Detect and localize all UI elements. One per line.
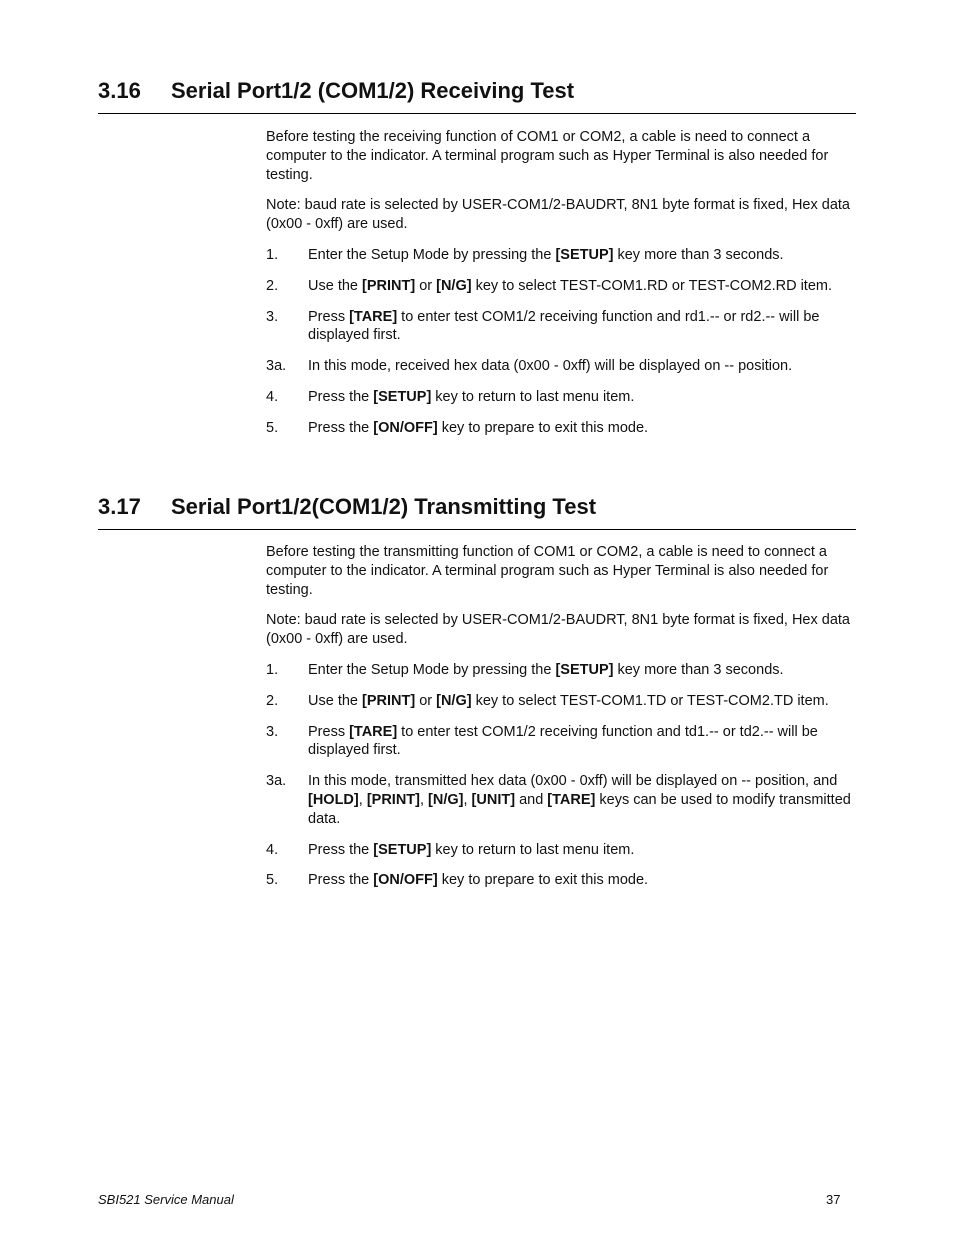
steps-list xyxy=(266,246,856,438)
section-body-3-17 xyxy=(266,543,856,902)
key-name: [PRINT] xyxy=(362,277,416,294)
step-text: Press [TARE] to enter test COM1/2 receiving function and td1.-- or td2.-- will be displayed first. xyxy=(308,723,818,759)
list-item xyxy=(266,277,856,296)
note-paragraph: Note: baud rate is selected by USER-COM1/2-BAUDRT, 8N1 byte format is fixed, Hex data (0x00 - 0xff) are used. xyxy=(266,197,851,233)
step-number: 3. xyxy=(266,308,279,325)
section-title: Serial Port1/2 (COM1/2) Receiving Test xyxy=(171,78,575,103)
step-text: In this mode, transmitted hex data (0x00 - 0xff) will be displayed on -- position, and [HOLD], [PRINT], [N/G], [UNIT] and [TARE] keys can be used to modify transmitted data. xyxy=(308,773,851,827)
step-text: Press [TARE] to enter test COM1/2 receiving function and rd1.-- or rd2.-- will be displayed first. xyxy=(308,308,820,344)
step-number: 5. xyxy=(266,419,279,436)
list-item xyxy=(266,419,856,438)
note-paragraph: Note: baud rate is selected by USER-COM1/2-BAUDRT, 8N1 byte format is fixed, Hex data (0x00 - 0xff) are used. xyxy=(266,612,851,648)
key-name: [PRINT] xyxy=(362,692,416,709)
steps-list xyxy=(266,661,856,890)
step-text: Press the [ON/OFF] key to prepare to exit this mode. xyxy=(308,419,649,436)
key-name: [TARE] xyxy=(349,308,398,325)
step-text: Enter the Setup Mode by pressing the [SETUP] key more than 3 seconds. xyxy=(308,246,784,263)
step-number: 1. xyxy=(266,246,279,263)
list-item xyxy=(266,692,856,711)
step-number: 4. xyxy=(266,841,279,858)
step-number: 4. xyxy=(266,388,279,405)
step-number: 5. xyxy=(266,872,279,889)
key-name: [TARE] xyxy=(349,723,398,740)
list-item xyxy=(266,772,856,828)
step-number: 3a. xyxy=(266,773,287,790)
list-item xyxy=(266,723,856,761)
step-text: Use the [PRINT] or [N/G] key to select TEST-COM1.TD or TEST-COM2.TD item. xyxy=(308,692,829,709)
footer-manual-title: SBI521 Service Manual xyxy=(98,1192,234,1207)
intro-paragraph: Before testing the transmitting function of COM1 or COM2, a cable is need to connect a computer to the indicator. A terminal program such as Hyper Terminal is also needed for testing. xyxy=(266,544,829,598)
step-text: Press the [ON/OFF] key to prepare to exit this mode. xyxy=(308,872,649,889)
step-number: 1. xyxy=(266,661,279,678)
step-number: 3. xyxy=(266,723,279,740)
key-name: [SETUP] xyxy=(555,661,614,678)
step-text: Press the [SETUP] key to return to last menu item. xyxy=(308,388,635,405)
footer-page-number: 37 xyxy=(826,1192,841,1207)
step-number: 2. xyxy=(266,692,279,709)
key-name: [SETUP] xyxy=(555,246,614,263)
section-body-3-16 xyxy=(266,128,856,450)
key-name: [TARE] xyxy=(547,791,596,808)
list-item xyxy=(266,357,856,376)
step-text: Press the [SETUP] key to return to last menu item. xyxy=(308,841,635,858)
key-name: [HOLD] xyxy=(308,791,359,808)
step-text: Use the [PRINT] or [N/G] key to select TEST-COM1.RD or TEST-COM2.RD item. xyxy=(308,277,832,294)
key-name: [SETUP] xyxy=(373,388,432,405)
section-number: 3.16 xyxy=(98,78,141,103)
list-item xyxy=(266,246,856,265)
key-name: [ON/OFF] xyxy=(373,872,438,889)
section-title: Serial Port1/2(COM1/2) Transmitting Test xyxy=(171,494,597,519)
key-name: [PRINT] xyxy=(366,791,420,808)
key-name: [N/G] xyxy=(428,791,464,808)
intro-paragraph: Before testing the receiving function of COM1 or COM2, a cable is need to connect a computer to the indicator. A terminal program such as Hyper Terminal is also needed for testing. xyxy=(266,129,829,183)
list-item xyxy=(266,308,856,346)
section-heading-3-17 xyxy=(98,494,856,530)
list-item xyxy=(266,841,856,860)
key-name: [N/G] xyxy=(436,692,472,709)
list-item xyxy=(266,661,856,680)
step-text: Enter the Setup Mode by pressing the [SETUP] key more than 3 seconds. xyxy=(308,661,784,678)
list-item xyxy=(266,871,856,890)
step-number: 3a. xyxy=(266,358,287,375)
key-name: [N/G] xyxy=(436,277,472,294)
key-name: [ON/OFF] xyxy=(373,419,438,436)
step-number: 2. xyxy=(266,277,279,294)
list-item xyxy=(266,388,856,407)
key-name: [SETUP] xyxy=(373,841,432,858)
section-heading-3-16 xyxy=(98,78,856,114)
section-number: 3.17 xyxy=(98,494,141,519)
step-text: In this mode, received hex data (0x00 - 0xff) will be displayed on -- position. xyxy=(308,358,793,375)
key-name: [UNIT] xyxy=(471,791,516,808)
